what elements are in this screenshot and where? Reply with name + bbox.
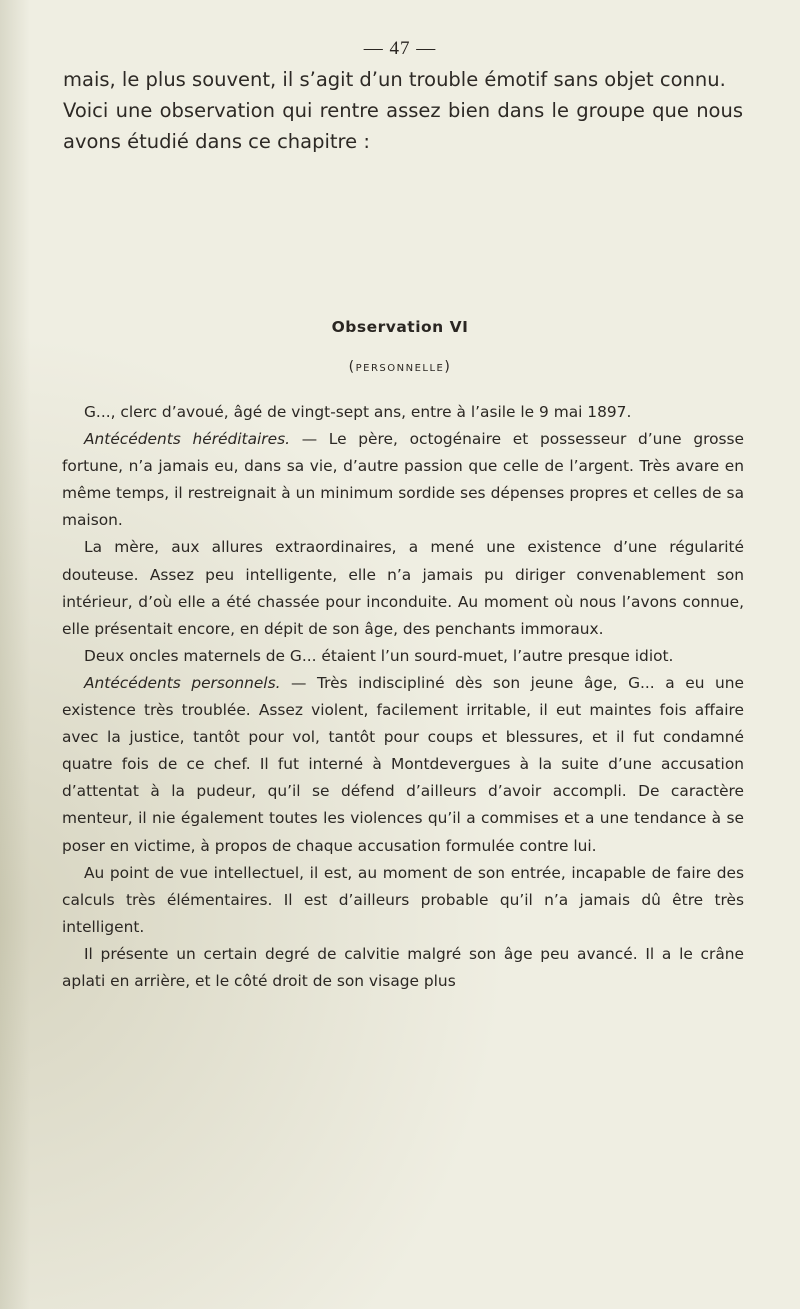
paragraph-physical: Il présente un certain degré de calvitie malgré son âge peu avancé. Il a le crâne aplati en arrière, et le côté droit de son visage plus	[62, 944, 744, 990]
observation-title: Observation VI	[331, 318, 469, 336]
text-personal: — Très indiscipliné dès son jeune âge, G... a eu une existence très troublée. Assez violent, facilement irritable, il eut maintes fois affaire avec la justice, tantôt pour vol, tantôt pour coups et blessures, et il fut condamné quatre fois de ce chef. Il fut interné à Montdevergues à la suite d’une accusation d’attentat à la pudeur, qu’il se défend d’ailleurs d’avoir accompli. De caractère menteur, il nie également toutes les violences qu’il a commises et a une tendance à se poser en victime, à propos de chaque accusation formulée contre lui.	[62, 673, 744, 855]
paragraph-hereditary	[62, 426, 744, 534]
paragraph-admission: G..., clerc d’avoué, âgé de vingt-sept ans, entre à l’asile le 9 mai 1897.	[84, 403, 632, 421]
heading-personal: Antécédents personnels.	[84, 673, 281, 692]
observation-subtitle: (personnelle)	[348, 359, 452, 375]
lead-paragraph-2: Voici une observation qui rentre assez bien dans le groupe que nous avons étudié dans ce chapitre :	[63, 99, 743, 153]
text-hereditary: — Le père, octogénaire et possesseur d’une grosse fortune, n’a jamais eu, dans sa vie, d’autre passion que celle de l’argent. Très avare en même temps, il restreignait à un minimum sordide ses dépenses propres et celles de sa maison.	[62, 430, 745, 530]
lead-paragraph-1: mais, le plus souvent, il s’agit d’un trouble émotif sans objet connu.	[63, 68, 726, 91]
observation-body	[62, 399, 744, 995]
paragraph-uncles: Deux oncles maternels de G... étaient l’un sourd-muet, l’autre presque idiot.	[84, 646, 674, 665]
heading-hereditary: Antécédents héréditaires.	[84, 430, 290, 449]
paragraph-mother: La mère, aux allures extraordinaires, a mené une existence d’une régularité douteuse. Assez peu intelligente, elle n’a jamais pu diriger convenablement son intérieur, d’où elle a été chassée pour inconduite. Au moment où nous l’avons connue, elle présentait encore, en dépit de son âge, des penchants immoraux.	[62, 538, 744, 638]
lead-text	[63, 64, 743, 157]
paragraph-intellectual: Au point de vue intellectuel, il est, au moment de son entrée, incapable de faire des calculs très élémentaires. Il est d’ailleurs probable qu’il n’a jamais dû être très intelligent.	[62, 863, 744, 936]
page-number: — 47 —	[363, 38, 437, 59]
paragraph-personal	[62, 670, 744, 860]
